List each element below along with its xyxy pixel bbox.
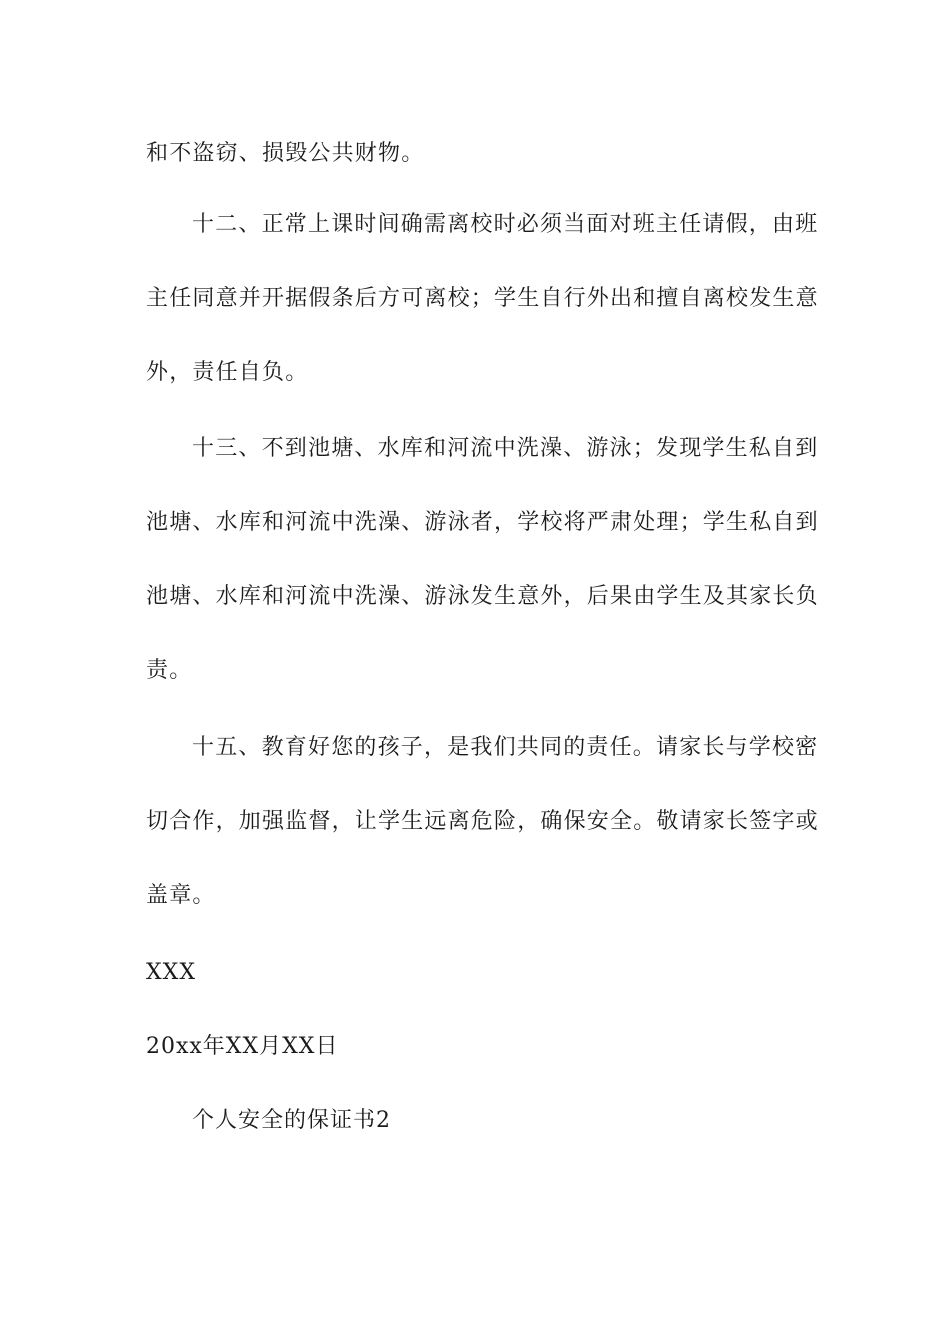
paragraph-item-12 bbox=[146, 188, 819, 410]
paragraph-line: 十三、不到池塘、水库和河流中洗澡、游泳；发现学生私自到 bbox=[192, 436, 819, 461]
date: 20xx年XX月XX日 bbox=[146, 1034, 339, 1059]
paragraph-line: 主任同意并开据假条后方可离校；学生自行外出和擅自离校发生意 bbox=[146, 286, 819, 311]
paragraph-line: 十五、教育好您的孩子，是我们共同的责任。请家长与学校密 bbox=[192, 735, 819, 760]
paragraph-line: 池塘、水库和河流中洗澡、游泳发生意外，后果由学生及其家长负 bbox=[146, 584, 819, 609]
signature: XXX bbox=[146, 960, 196, 985]
paragraph-item-13 bbox=[146, 412, 819, 708]
paragraph-line: 十二、正常上课时间确需离校时必须当面对班主任请假，由班 bbox=[192, 212, 819, 237]
paragraph-line: 和不盗窃、损毁公共财物。 bbox=[146, 141, 425, 166]
paragraph-line: 切合作，加强监督，让学生远离危险，确保安全。敬请家长签字或 bbox=[146, 809, 819, 834]
paragraph-continuation bbox=[146, 117, 810, 191]
paragraph-item-15 bbox=[146, 711, 819, 933]
paragraph-line: 池塘、水库和河流中洗澡、游泳者，学校将严肃处理；学生私自到 bbox=[146, 510, 819, 535]
section-title: 个人安全的保证书2 bbox=[192, 1108, 391, 1133]
paragraph-line: 盖章。 bbox=[146, 883, 216, 908]
paragraph-line: 责。 bbox=[146, 658, 193, 683]
paragraph-line: 外，责任自负。 bbox=[146, 360, 309, 385]
